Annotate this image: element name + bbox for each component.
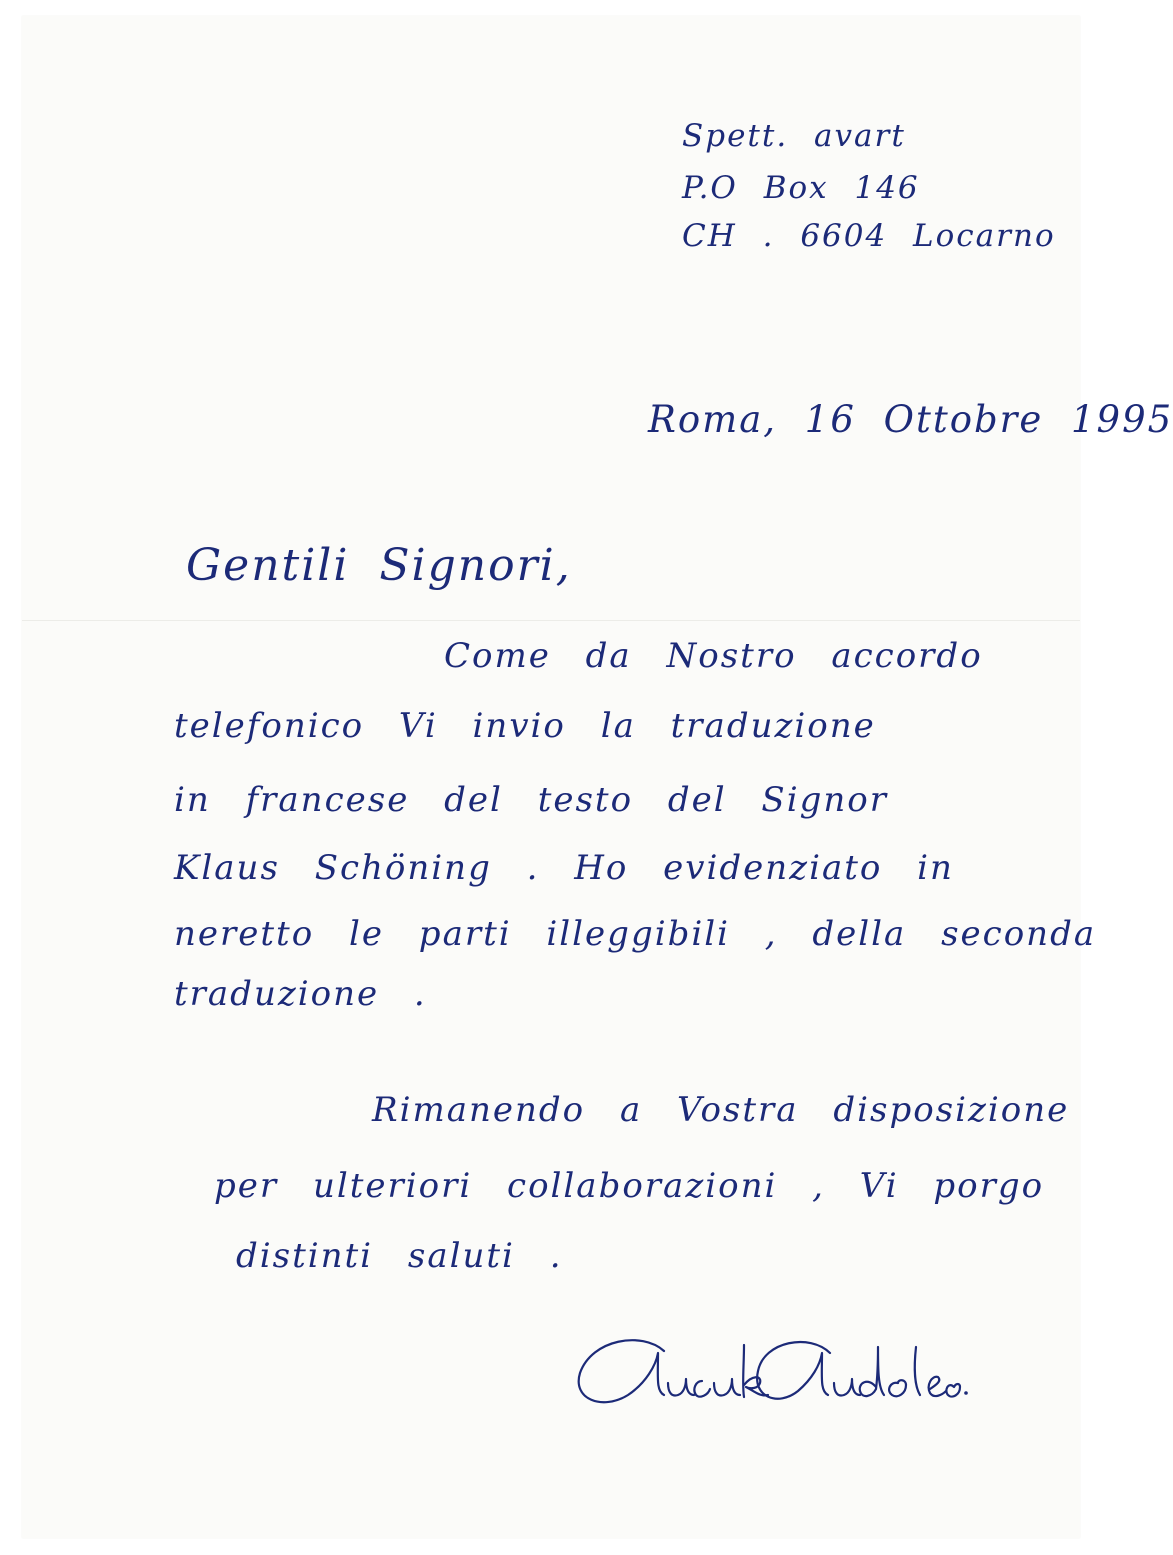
recipient-line-2: P.O Box 146 <box>682 170 920 206</box>
body-line: per ulteriori collaborazioni , Vi porgo <box>214 1166 1045 1206</box>
salutation: Gentili Signori, <box>186 540 572 591</box>
recipient-line-1: Spett. avart <box>682 118 906 154</box>
body-line: Come da Nostro accordo <box>444 636 983 676</box>
body-line: traduzione . <box>174 974 427 1014</box>
body-line: telefonico Vi invio la traduzione <box>174 706 876 746</box>
body-line: neretto le parti illeggibili , della seconda <box>174 914 1097 954</box>
body-line: Rimanendo a Vostra disposizione <box>372 1090 1070 1130</box>
letter-date: Roma, 16 Ottobre 1995 <box>648 398 1173 441</box>
recipient-line-3: CH . 6604 Locarno <box>682 218 1056 254</box>
body-line: in francese del testo del Signor <box>174 780 888 820</box>
body-line: distinti saluti . <box>236 1236 563 1276</box>
paper-fold-line <box>22 620 1080 621</box>
body-line: Klaus Schöning . Ho evidenziato in <box>174 848 954 888</box>
handwritten-signature <box>572 1325 972 1435</box>
